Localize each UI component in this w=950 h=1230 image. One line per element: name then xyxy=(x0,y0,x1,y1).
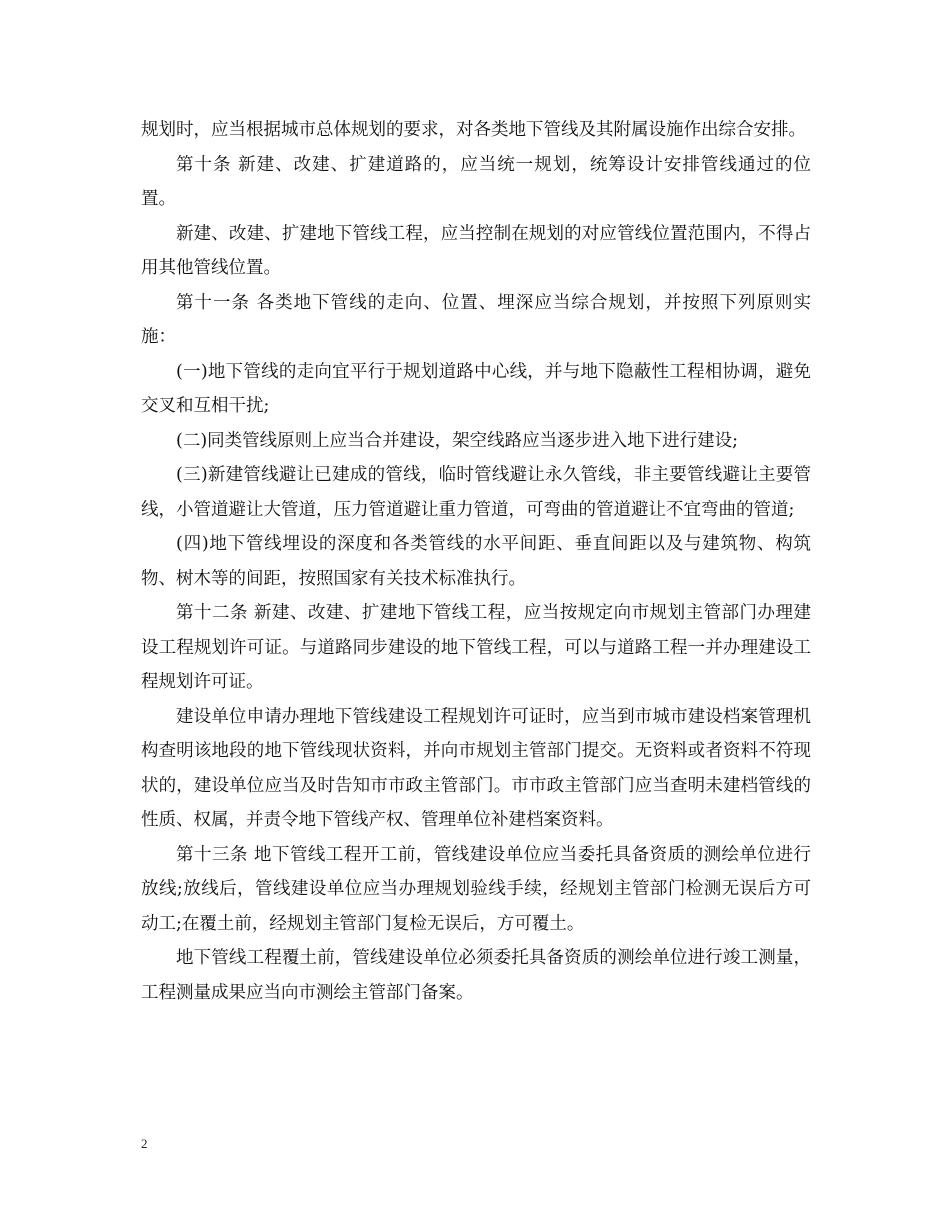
paragraph: 新建、改建、扩建地下管线工程，应当控制在规划的对应管线位置范围内，不得占用其他管线位置。 xyxy=(141,223,811,278)
paragraph: 第十一条 各类地下管线的走向、位置、埋深应当综合规划，并按照下列原则实施： xyxy=(141,292,811,347)
paragraph: 地下管线工程覆土前，管线建设单位必须委托具备资质的测绘单位进行竣工测量，工程测量成果应当向市测绘主管部门备案。 xyxy=(141,948,811,1003)
paragraph: 第十三条 地下管线工程开工前，管线建设单位应当委托具备资质的测绘单位进行放线;放线后，管线建设单位应当办理规划验线手续，经规划主管部门检测无误后方可动工;在覆土前，经规划主管部门复检无误后，方可覆土。 xyxy=(141,844,811,934)
page-number: 2 xyxy=(141,1136,148,1151)
paragraph: (三)新建管线避让已建成的管线，临时管线避让永久管线，非主要管线避让主要管线，小管道避让大管道，压力管道避让重力管道，可弯曲的管道避让不宜弯曲的管道; xyxy=(141,465,811,520)
paragraph: 第十二条 新建、改建、扩建地下管线工程，应当按规定向市规划主管部门办理建设工程规划许可证。与道路同步建设的地下管线工程，可以与道路工程一并办理建设工程规划许可证。 xyxy=(141,603,811,692)
paragraph: 规划时，应当根据城市总体规划的要求，对各类地下管线及其附属设施作出综合安排。 xyxy=(141,120,806,140)
paragraph: (四)地下管线埋设的深度和各类管线的水平间距、垂直间距以及与建筑物、构筑物、树木等的间距，按照国家有关技术标准执行。 xyxy=(141,534,811,589)
paragraph: (二)同类管线原则上应当合并建设，架空线路应当逐步进入地下进行建设; xyxy=(176,430,739,451)
paragraph: 建设单位申请办理地下管线建设工程规划许可证时，应当到市城市建设档案管理机构查明该地段的地下管线现状资料，并向市规划主管部门提交。无资料或者资料不符现状的，建设单位应当及时告知市市政主管部门。市市政主管部门应当查明未建档管线的性质、权属，并责令地下管线产权、管理单位补建档案资料。 xyxy=(141,706,811,830)
document-body xyxy=(141,113,811,1010)
paragraph: (一)地下管线的走向宜平行于规划道路中心线，并与地下隐蔽性工程相协调，避免交叉和互相干扰; xyxy=(141,361,811,416)
paragraph: 第十条 新建、改建、扩建道路的，应当统一规划，统筹设计安排管线通过的位置。 xyxy=(141,154,811,209)
